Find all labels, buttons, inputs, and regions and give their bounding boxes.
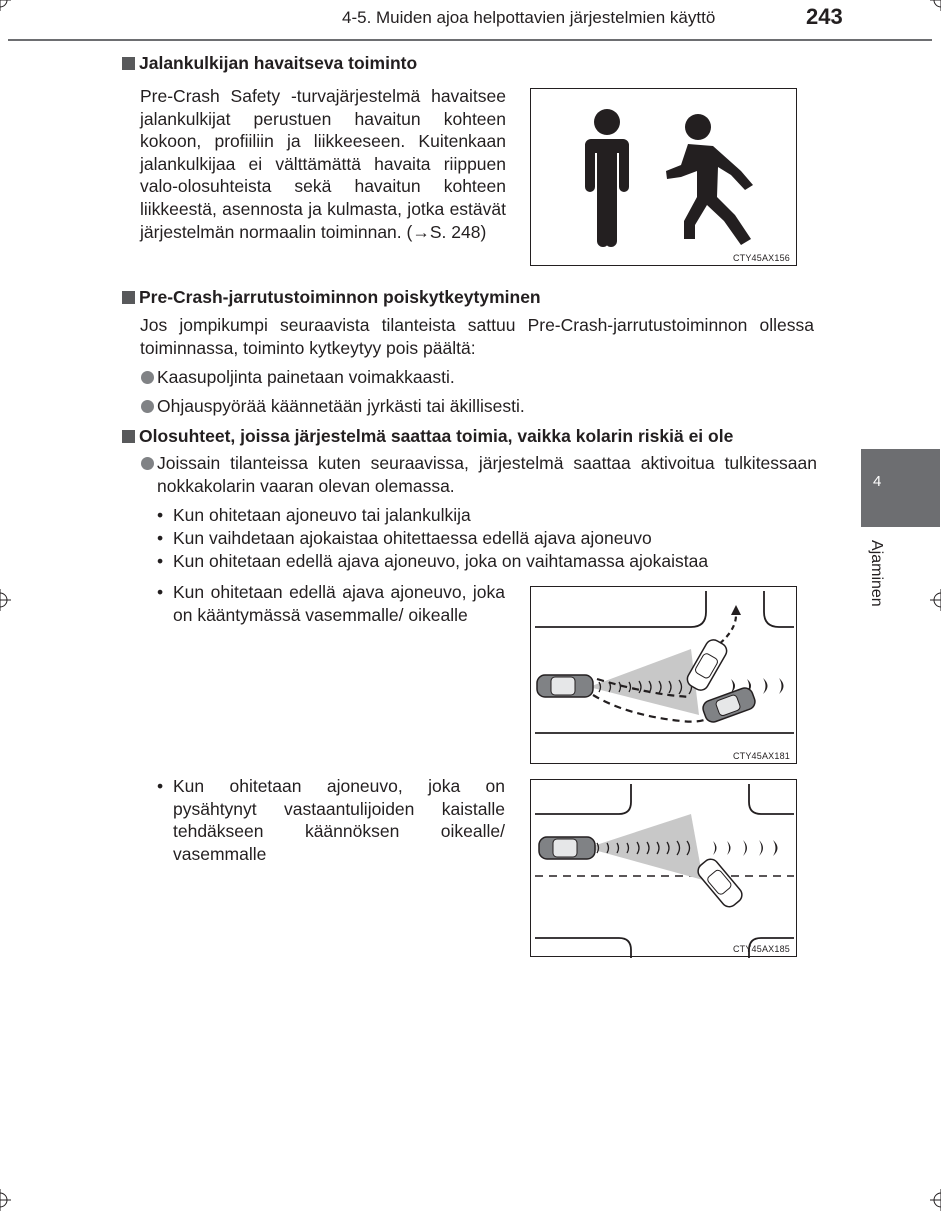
- list-item: [157, 527, 652, 550]
- page-number: 243: [806, 4, 843, 29]
- stopped-vehicle-diagram-icon: [531, 780, 798, 958]
- section-heading-text: Olosuhteet, joissa järjestelmä saattaa toimia, vaikka kolarin riskiä ei ole: [139, 426, 734, 446]
- figure-turning-vehicle: [530, 586, 797, 764]
- figure-item-text: Kun ohitetaan ajoneuvo, joka on pysähtynyt vastaantulijoiden kaistalle tehdäkseen käännöksen oikealle/ vasemmalle: [173, 776, 505, 864]
- cancel-intro: Jos jompikumpi seuraavista tilanteista sattuu Pre-Crash-jarrutustoiminnon ollessa toiminnassa, toiminto kytkeytyy pois päältä:: [140, 315, 814, 358]
- list-item: [140, 395, 525, 418]
- bullet-icon: •: [157, 776, 164, 796]
- figure-item: [157, 581, 507, 626]
- registration-mark-icon: [0, 1189, 11, 1211]
- circle-bullet-icon: [141, 457, 154, 470]
- figure-code: CTY45AX185: [732, 944, 790, 954]
- square-bullet-icon: [122, 57, 135, 70]
- header-divider: [8, 39, 932, 41]
- pedestrian-figures-icon: [531, 89, 798, 267]
- circle-bullet-icon: [141, 400, 154, 413]
- registration-mark-icon: [930, 0, 941, 11]
- registration-mark-icon: [930, 589, 941, 611]
- section-heading-cancel: [122, 287, 541, 308]
- bullet-icon: •: [157, 528, 164, 548]
- section-heading-text: Jalankulkijan havaitseva toiminto: [139, 53, 418, 73]
- section-heading-conditions: [122, 426, 733, 447]
- figure-code: CTY45AX156: [732, 253, 790, 263]
- header-section-title: 4-5. Muiden ajoa helpottavien järjestelmien käyttö: [342, 8, 716, 27]
- bullet-icon: •: [157, 582, 164, 602]
- pedestrian-body: Pre-Crash Safety -turvajärjestelmä havaitsee jalankulkijat perustuen havaitun kohteen kokoon, profiiliin ja liikkeeseen. Kuitenkaan jalankulkijaa ei välttämättä havaita riippuen valo-olosuhteista sekä havaitun kohteen liikkeestä, asennosta ja kulmasta, jotka estävät järjestelmän normaalin toiminnan. (→S. 248): [140, 86, 506, 242]
- turning-vehicle-diagram-icon: [531, 587, 798, 765]
- figure-stopped-vehicle: [530, 779, 797, 957]
- conditions-intro: [140, 452, 820, 497]
- list-item: [140, 366, 455, 389]
- square-bullet-icon: [122, 291, 135, 304]
- bullet-icon: •: [157, 551, 164, 571]
- list-item: [157, 550, 708, 573]
- list-item: [157, 504, 471, 527]
- list-item-text: Kun ohitetaan ajoneuvo tai jalankulkija: [173, 505, 471, 525]
- chapter-number: 4: [873, 473, 882, 490]
- square-bullet-icon: [122, 430, 135, 443]
- section-heading-pedestrian: [122, 53, 417, 74]
- registration-mark-icon: [0, 589, 11, 611]
- registration-mark-icon: [0, 0, 11, 11]
- list-item-text: Kun vaihdetaan ajokaistaa ohitettaessa edellä ajava ajoneuvo: [173, 528, 652, 548]
- list-item-text: Kaasupoljinta painetaan voimakkaasti.: [157, 367, 455, 387]
- figure-item: [157, 775, 507, 865]
- figure-pedestrians: [530, 88, 797, 266]
- section-heading-text: Pre-Crash-jarrutustoiminnon poiskytkeytyminen: [139, 287, 541, 307]
- bullet-icon: •: [157, 505, 164, 525]
- list-item-text: Kun ohitetaan edellä ajava ajoneuvo, joka on vaihtamassa ajokaistaa: [173, 551, 709, 571]
- conditions-intro-text: Joissain tilanteissa kuten seuraavissa, järjestelmä saattaa aktivoitua tulkitessaan nokkakolarin vaaran olevan olemassa.: [157, 453, 817, 496]
- chapter-label: Ajaminen: [868, 540, 885, 607]
- circle-bullet-icon: [141, 371, 154, 384]
- list-item-text: Ohjauspyörää käännetään jyrkästi tai äkillisesti.: [157, 396, 525, 416]
- figure-item-text: Kun ohitetaan edellä ajava ajoneuvo, joka on kääntymässä vasemmalle/ oikealle: [173, 582, 505, 625]
- figure-code: CTY45AX181: [732, 751, 790, 761]
- registration-mark-icon: [930, 1189, 941, 1211]
